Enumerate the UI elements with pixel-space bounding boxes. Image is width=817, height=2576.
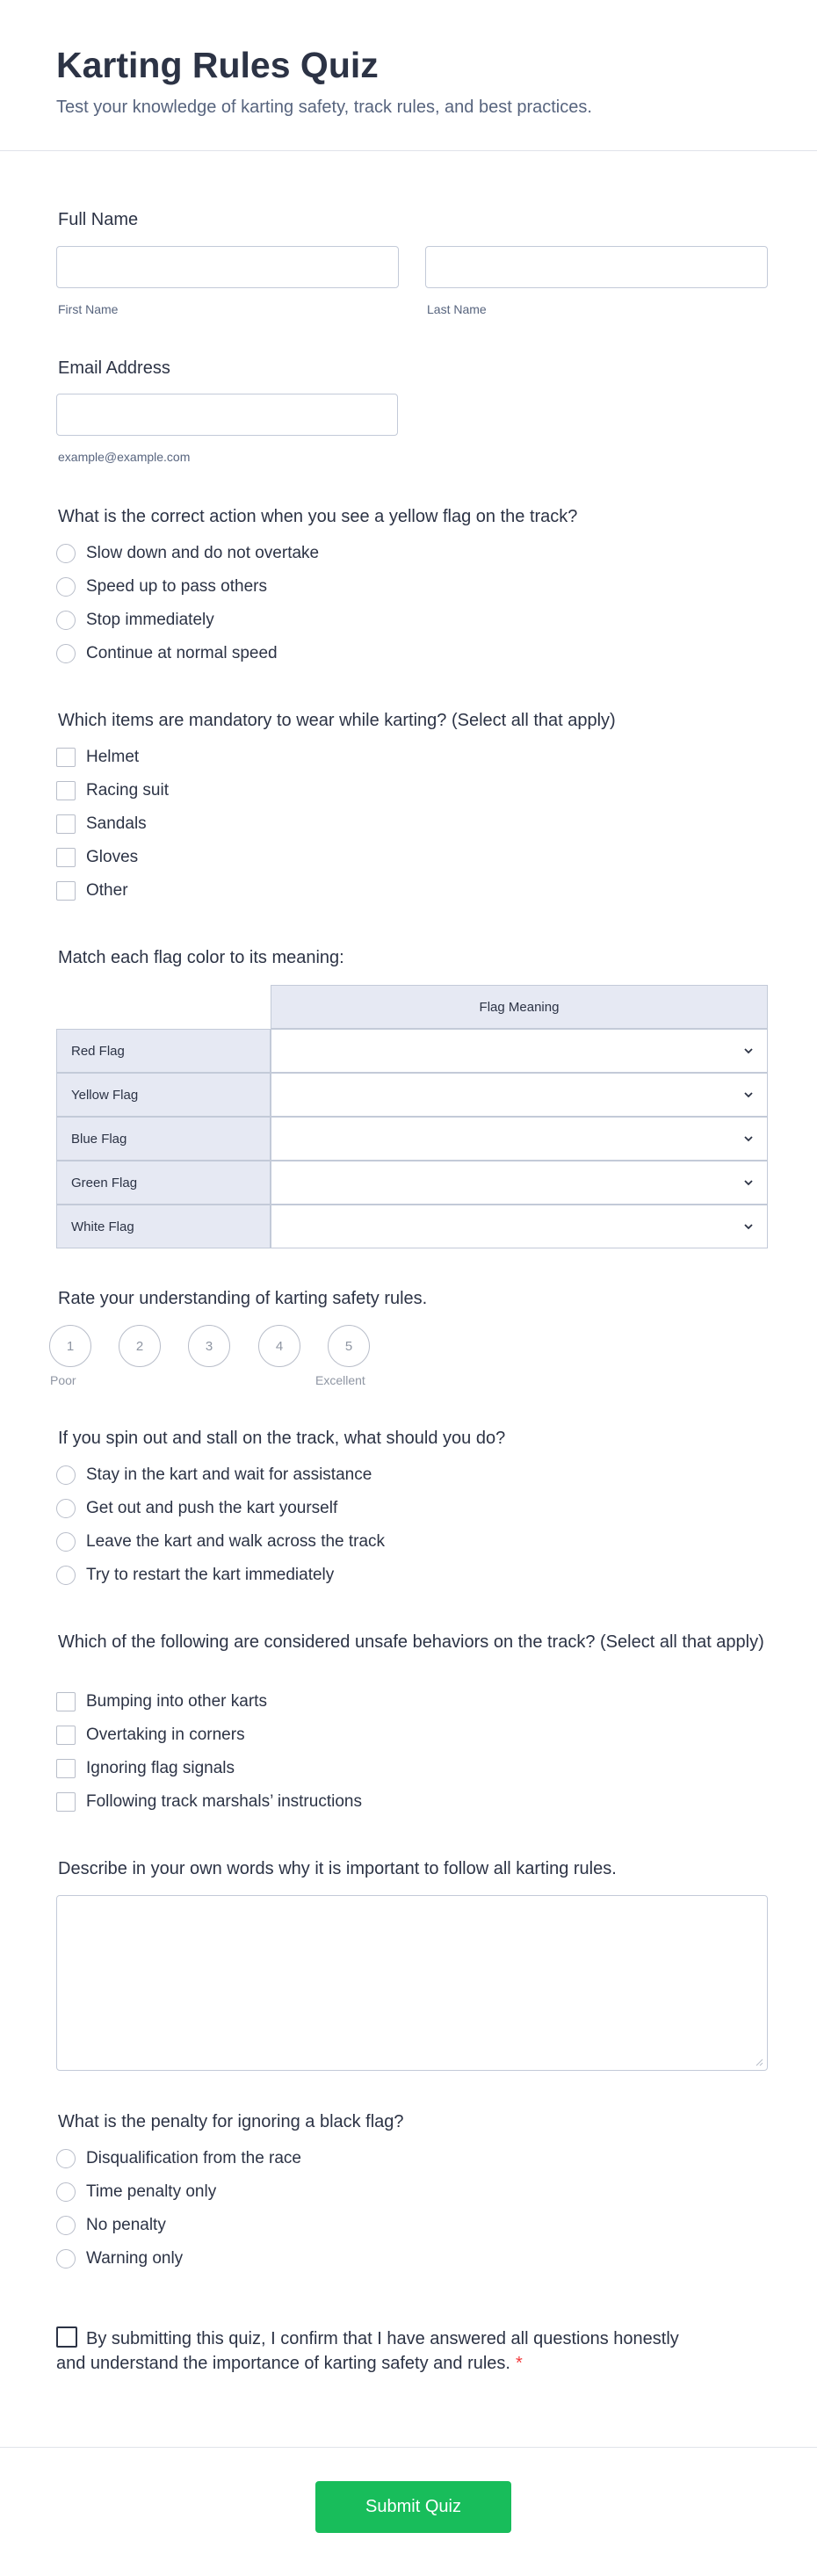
radio-option[interactable] [56, 642, 278, 665]
option-label: Disqualification from the race [86, 2149, 301, 2167]
checkbox-option[interactable] [56, 1690, 267, 1713]
matrix-row [56, 1029, 768, 1073]
option-label: Continue at normal speed [86, 644, 278, 662]
radio-button[interactable] [56, 577, 76, 597]
option-label: Warning only [86, 2249, 184, 2268]
chevron-down-icon [742, 1089, 755, 1101]
radio-button[interactable] [56, 2149, 76, 2168]
matrix-column-header: Flag Meaning [271, 985, 768, 1029]
option-label: Gloves [86, 848, 139, 866]
matrix-dropdown[interactable] [271, 1073, 768, 1117]
matrix-row [56, 1161, 768, 1205]
question-black-flag: What is the penalty for ignoring a black flag? [58, 2112, 404, 2131]
email-sublabel: example@example.com [58, 450, 191, 464]
option-label: Ignoring flag signals [86, 1759, 235, 1777]
radio-option[interactable] [56, 542, 319, 565]
matrix-row [56, 1205, 768, 1248]
radio-button[interactable] [56, 611, 76, 630]
radio-option[interactable] [56, 2214, 166, 2237]
radio-option[interactable] [56, 1564, 334, 1587]
rating-option-4[interactable]: 4 [258, 1325, 300, 1367]
option-label: Slow down and do not overtake [86, 544, 320, 562]
checkbox-option[interactable] [56, 746, 139, 769]
matrix-row-label: Red Flag [56, 1029, 271, 1073]
checkbox[interactable] [56, 1726, 76, 1745]
radio-button[interactable] [56, 2249, 76, 2268]
question-flag-matrix: Match each flag color to its meaning: [58, 948, 344, 967]
rating-high-label: Excellent [315, 1373, 365, 1387]
radio-button[interactable] [56, 1465, 76, 1485]
matrix-dropdown[interactable] [271, 1161, 768, 1205]
radio-option[interactable] [56, 2181, 216, 2203]
submit-button[interactable]: Submit Quiz [315, 2481, 511, 2533]
checkbox[interactable] [56, 1759, 76, 1778]
radio-option[interactable] [56, 2147, 301, 2170]
option-label: Helmet [86, 748, 140, 766]
rating-low-label: Poor [50, 1373, 76, 1387]
checkbox[interactable] [56, 814, 76, 834]
consent-checkbox[interactable] [56, 2326, 77, 2348]
radio-option[interactable] [56, 609, 214, 632]
radio-button[interactable] [56, 544, 76, 563]
last-name-input[interactable] [425, 246, 768, 288]
checkbox[interactable] [56, 848, 76, 867]
matrix-row [56, 1073, 768, 1117]
first-name-sublabel: First Name [58, 302, 119, 316]
checkbox-option[interactable] [56, 1791, 362, 1813]
chevron-down-icon [742, 1045, 755, 1057]
radio-button[interactable] [56, 2182, 76, 2202]
question-unsafe-behaviors: Which of the following are considered unsafe behaviors on the track? (Select all that apply) [58, 1632, 764, 1652]
option-label: Get out and push the kart yourself [86, 1499, 338, 1517]
rating-option-1[interactable]: 1 [49, 1325, 91, 1367]
question-spin-out: If you spin out and stall on the track, what should you do? [58, 1429, 506, 1448]
matrix-dropdown[interactable] [271, 1029, 768, 1073]
consent-field [56, 2326, 689, 2376]
page-title: Karting Rules Quiz [56, 45, 379, 85]
rating-option-2[interactable]: 2 [119, 1325, 161, 1367]
radio-button[interactable] [56, 1566, 76, 1585]
option-label: Time penalty only [86, 2182, 217, 2201]
checkbox[interactable] [56, 1692, 76, 1711]
radio-option[interactable] [56, 1464, 372, 1487]
matrix-row-label: Blue Flag [56, 1117, 271, 1161]
radio-button[interactable] [56, 644, 76, 663]
radio-option[interactable] [56, 1497, 337, 1520]
checkbox[interactable] [56, 781, 76, 800]
checkbox[interactable] [56, 881, 76, 901]
required-marker: * [515, 2354, 523, 2373]
chevron-down-icon [742, 1132, 755, 1145]
matrix-row-label: Green Flag [56, 1161, 271, 1205]
chevron-down-icon [742, 1220, 755, 1233]
email-label: Email Address [58, 358, 170, 378]
checkbox-option[interactable] [56, 1724, 245, 1747]
describe-textarea[interactable] [56, 1895, 768, 2071]
checkbox[interactable] [56, 748, 76, 767]
radio-button[interactable] [56, 1532, 76, 1552]
option-label: Leave the kart and walk across the track [86, 1532, 386, 1551]
matrix-dropdown[interactable] [271, 1117, 768, 1161]
rating-option-5[interactable]: 5 [328, 1325, 370, 1367]
question-yellow-flag: What is the correct action when you see a yellow flag on the track? [58, 507, 578, 526]
option-label: Speed up to pass others [86, 577, 267, 596]
matrix-row-label: White Flag [56, 1205, 271, 1248]
checkbox-option[interactable] [56, 813, 147, 836]
footer-divider [0, 2447, 817, 2448]
radio-option[interactable] [56, 1530, 385, 1553]
option-label: Following track marshals’ instructions [86, 1792, 362, 1811]
page-subtitle: Test your knowledge of karting safety, track rules, and best practices. [56, 98, 592, 118]
first-name-input[interactable] [56, 246, 399, 288]
chevron-down-icon [742, 1176, 755, 1189]
option-label: Stop immediately [86, 611, 214, 629]
radio-option[interactable] [56, 2247, 183, 2270]
checkbox[interactable] [56, 1792, 76, 1812]
last-name-sublabel: Last Name [427, 302, 487, 316]
option-label: Sandals [86, 814, 147, 833]
rating-option-3[interactable]: 3 [188, 1325, 230, 1367]
option-label: Overtaking in corners [86, 1726, 245, 1744]
consent-text: By submitting this quiz, I confirm that I have answered all questions honestly and understand the importance of karting safety and rules. [56, 2329, 679, 2373]
matrix-row-label: Yellow Flag [56, 1073, 271, 1117]
full-name-label: Full Name [58, 210, 139, 229]
checkbox-option[interactable] [56, 779, 169, 802]
option-label: Bumping into other karts [86, 1692, 267, 1711]
radio-option[interactable] [56, 575, 267, 598]
matrix-row [56, 1117, 768, 1161]
question-mandatory-gear: Which items are mandatory to wear while karting? (Select all that apply) [58, 711, 616, 730]
form-header [0, 0, 817, 151]
matrix-dropdown[interactable] [271, 1205, 768, 1248]
radio-button[interactable] [56, 2216, 76, 2235]
checkbox-option[interactable] [56, 846, 138, 869]
option-label: Try to restart the kart immediately [86, 1566, 335, 1584]
question-describe: Describe in your own words why it is important to follow all karting rules. [58, 1859, 617, 1878]
option-label: Racing suit [86, 781, 169, 800]
resize-handle-icon[interactable] [755, 2058, 763, 2066]
radio-button[interactable] [56, 1499, 76, 1518]
checkbox-option[interactable] [56, 879, 128, 902]
question-rating: Rate your understanding of karting safety rules. [58, 1289, 428, 1308]
option-label: Stay in the kart and wait for assistance [86, 1465, 372, 1484]
email-field[interactable] [56, 394, 398, 436]
option-label: No penalty [86, 2216, 166, 2234]
checkbox-option[interactable] [56, 1757, 235, 1780]
option-label: Other [86, 881, 128, 900]
